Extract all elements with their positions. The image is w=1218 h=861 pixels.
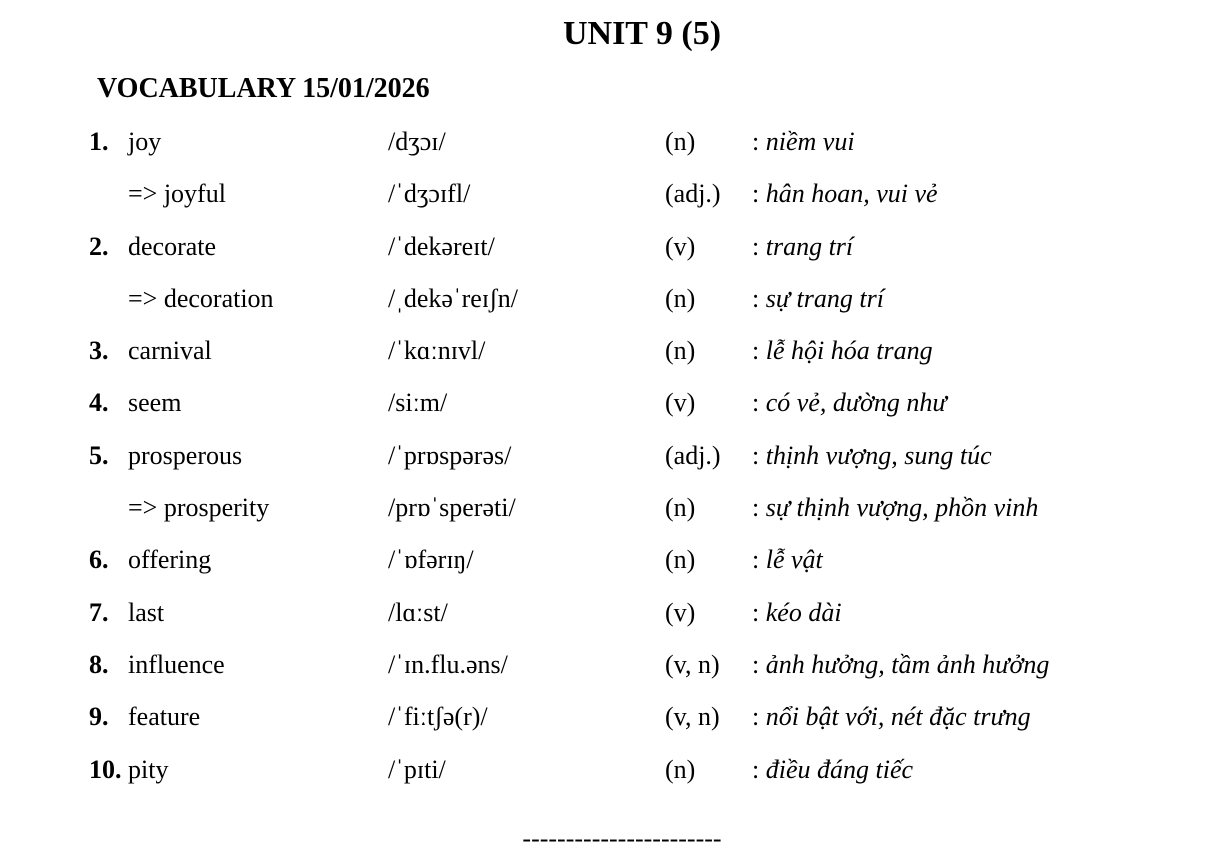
meaning-colon: :: [752, 440, 766, 470]
vocabulary-list: [0, 121, 1218, 801]
entry-meaning: [752, 539, 823, 581]
page-title: UNIT 9 (5): [562, 15, 722, 52]
entry-meaning: [752, 330, 933, 372]
entry-word: feature: [128, 702, 201, 732]
entry-number: 3.: [89, 336, 109, 366]
entry-part-of-speech: (v): [665, 388, 696, 418]
entry-number: 6.: [89, 545, 109, 575]
entry-pronunciation: /ˈfiːtʃə(r)/: [388, 702, 488, 732]
meaning-text: nổi bật với, nét đặc trưng: [765, 702, 1031, 732]
entry-pronunciation: /ˈpɪti/: [388, 754, 446, 784]
vocabulary-entry: [0, 330, 1218, 382]
meaning-colon: :: [752, 388, 766, 418]
meaning-text: có vẻ, dường như: [765, 388, 947, 418]
entry-number: 2.: [89, 231, 109, 261]
entry-part-of-speech: (n): [665, 545, 696, 575]
entry-part-of-speech: (adj.): [665, 179, 721, 209]
entry-part-of-speech: (n): [665, 754, 696, 784]
entry-pronunciation: /ˌdekəˈreɪʃn/: [388, 283, 518, 313]
meaning-colon: :: [752, 545, 766, 575]
entry-word: seem: [128, 388, 182, 418]
entry-word: offering: [128, 545, 212, 575]
entry-part-of-speech: (n): [665, 493, 696, 523]
entry-meaning: [752, 121, 855, 163]
entry-meaning: [752, 435, 992, 477]
entry-pronunciation: /ˈprɒspərəs/: [388, 440, 512, 470]
vocabulary-entry: [0, 278, 1218, 330]
entry-word: influence: [128, 649, 225, 679]
entry-word: carnival: [128, 336, 212, 366]
entry-pronunciation: /ˈɪn.flu.əns/: [388, 649, 508, 679]
meaning-text: kéo dài: [765, 597, 842, 627]
entry-meaning: [752, 226, 853, 268]
entry-word: => decoration: [128, 283, 274, 313]
meaning-text: ảnh hưởng, tầm ảnh hưởng: [765, 649, 1050, 679]
meaning-colon: :: [752, 493, 766, 523]
meaning-text: sự trang trí: [765, 283, 884, 313]
vocabulary-entry: [0, 435, 1218, 487]
entry-meaning: [752, 487, 1038, 529]
entry-pronunciation: /ˈɒfərɪŋ/: [388, 545, 474, 575]
vocabulary-entry: [0, 487, 1218, 539]
meaning-colon: :: [752, 754, 766, 784]
entry-meaning: [752, 696, 1031, 738]
entry-meaning: [752, 749, 913, 791]
entry-pronunciation: /dʒɔɪ/: [388, 127, 446, 156]
entry-part-of-speech: (n): [665, 127, 696, 156]
vocabulary-heading: VOCABULARY 15/01/2026: [97, 73, 430, 104]
divider-line: -----------------------: [522, 824, 722, 853]
entry-number: 1.: [89, 127, 109, 156]
meaning-text: lễ vật: [765, 545, 823, 575]
entry-part-of-speech: (n): [665, 283, 696, 313]
meaning-text: trang trí: [765, 231, 854, 261]
meaning-colon: :: [752, 649, 766, 679]
entry-word: joy: [128, 127, 162, 156]
meaning-text: hân hoan, vui vẻ: [765, 179, 938, 209]
entry-meaning: [752, 644, 1049, 686]
entry-meaning: [752, 278, 884, 320]
meaning-colon: :: [752, 336, 766, 366]
entry-part-of-speech: (n): [665, 336, 696, 366]
vocabulary-entry: [0, 121, 1218, 173]
entry-part-of-speech: (v, n): [665, 649, 720, 679]
vocabulary-entry: [0, 173, 1218, 225]
entry-meaning: [752, 592, 842, 634]
entry-pronunciation: /ˈkɑːnɪvl/: [388, 336, 486, 366]
meaning-text: lễ hội hóa trang: [765, 336, 933, 366]
entry-meaning: [752, 173, 938, 215]
vocabulary-entry: [0, 696, 1218, 748]
entry-pronunciation: /lɑːst/: [388, 597, 448, 627]
meaning-colon: :: [752, 702, 766, 732]
entry-pronunciation: /siːm/: [388, 388, 448, 418]
vocabulary-entry: [0, 226, 1218, 278]
entry-number: 9.: [89, 702, 109, 732]
entry-word: => prosperity: [128, 493, 270, 523]
vocabulary-entry: [0, 382, 1218, 434]
entry-part-of-speech: (adj.): [665, 440, 721, 470]
entry-number: 8.: [89, 649, 109, 679]
entry-word: last: [128, 597, 165, 627]
meaning-text: điều đáng tiếc: [765, 754, 914, 784]
entry-number: 5.: [89, 440, 109, 470]
vocabulary-entry: [0, 644, 1218, 696]
entry-number: 4.: [89, 388, 109, 418]
meaning-text: niềm vui: [765, 127, 855, 156]
entry-part-of-speech: (v): [665, 231, 696, 261]
entry-number: 10.: [89, 754, 122, 784]
meaning-colon: :: [752, 231, 766, 261]
meaning-colon: :: [752, 179, 766, 209]
meaning-text: sự thịnh vượng, phồn vinh: [765, 493, 1039, 523]
entry-word: decorate: [128, 231, 217, 261]
entry-meaning: [752, 382, 947, 424]
meaning-colon: :: [752, 283, 766, 313]
entry-word: prosperous: [128, 440, 243, 470]
meaning-colon: :: [752, 127, 766, 156]
entry-word: pity: [128, 754, 169, 784]
vocabulary-entry: [0, 749, 1218, 801]
entry-pronunciation: /prɒˈsperəti/: [388, 493, 516, 523]
meaning-colon: :: [752, 597, 766, 627]
vocabulary-entry: [0, 539, 1218, 591]
entry-number: 7.: [89, 597, 109, 627]
vocabulary-entry: [0, 592, 1218, 644]
entry-part-of-speech: (v): [665, 597, 696, 627]
entry-word: => joyful: [128, 179, 226, 209]
entry-part-of-speech: (v, n): [665, 702, 720, 732]
entry-pronunciation: /ˈdekəreɪt/: [388, 231, 495, 261]
entry-pronunciation: /ˈdʒɔɪfl/: [388, 179, 471, 209]
meaning-text: thịnh vượng, sung túc: [765, 440, 992, 470]
